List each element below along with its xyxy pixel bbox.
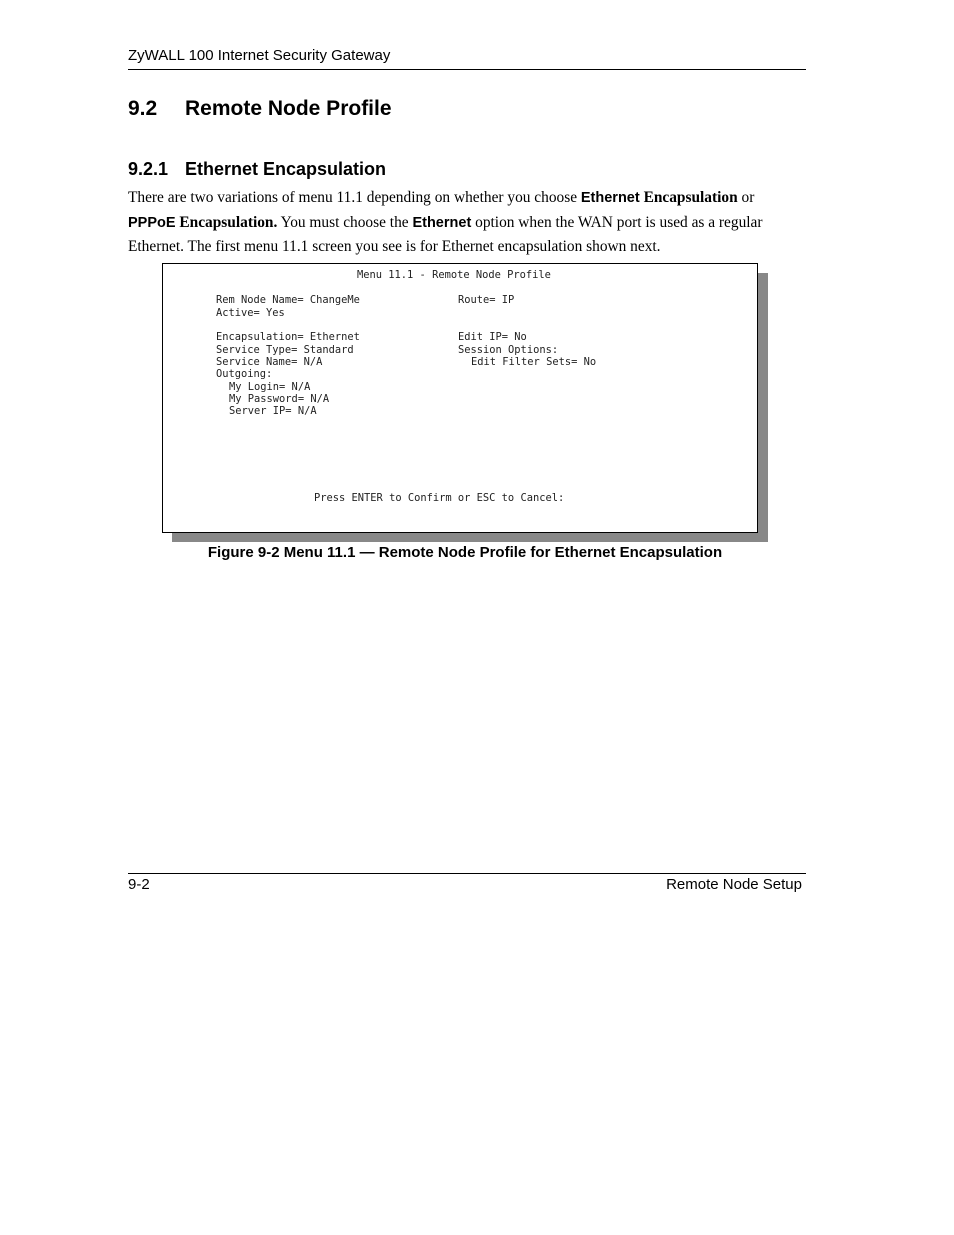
term-encapsulation-2: Encapsulation. [175,213,278,231]
section-heading [128,97,392,121]
body-text-2: or [737,189,755,206]
page-number: 9-2 [128,876,150,893]
confirm-prompt: Press ENTER to Confirm or ESC to Cancel: [314,492,565,504]
service-name-field[interactable]: Service Name= N/A [216,356,323,368]
chapter-name: Remote Node Setup [666,876,802,893]
body-text-4: option when the WAN port is used as a regular Ethernet. The first menu 11.1 screen you see is for Ethernet encapsulation shown next. [128,213,763,255]
session-options-label: Session Options: [458,344,559,356]
term-pppoe: PPPoE [128,214,176,231]
subsection-heading [128,159,386,180]
subsection-number: 9.2.1 [128,159,169,179]
subsection-title: Ethernet Encapsulation [185,159,387,179]
section-number: 9.2 [128,97,158,120]
server-ip-field[interactable]: Server IP= N/A [229,405,317,417]
section-title: Remote Node Profile [185,97,392,120]
page-header [128,47,806,70]
outgoing-label: Outgoing: [216,368,273,380]
route-field[interactable]: Route= IP [458,294,515,306]
page-footer [128,873,806,894]
body-text-3: You must choose the [277,213,413,231]
active-field[interactable]: Active= Yes [216,307,285,319]
header-title: ZyWALL 100 Internet Security Gateway [128,47,391,64]
edit-filter-sets-field[interactable]: Edit Filter Sets= No [471,356,597,368]
figure-caption: Figure 9-2 Menu 11.1 — Remote Node Profile for Ethernet Encapsulation [207,544,723,561]
my-password-field[interactable]: My Password= N/A [229,393,330,405]
my-login-field[interactable]: My Login= N/A [229,381,311,393]
term-ethernet: Ethernet [580,190,640,206]
menu-screen [162,263,758,533]
rem-node-name-field[interactable]: Rem Node Name= ChangeMe [216,294,360,306]
edit-ip-field[interactable]: Edit IP= No [458,331,527,343]
body-text-1: There are two variations of menu 11.1 depending on whether you choose [128,189,581,206]
term-encapsulation: Encapsulation [639,189,738,206]
service-type-field[interactable]: Service Type= Standard [216,344,354,356]
body-paragraph [128,186,808,259]
encapsulation-field[interactable]: Encapsulation= Ethernet [216,331,360,343]
menu-title: Menu 11.1 - Remote Node Profile [357,269,551,281]
term-ethernet-2: Ethernet [412,214,472,231]
